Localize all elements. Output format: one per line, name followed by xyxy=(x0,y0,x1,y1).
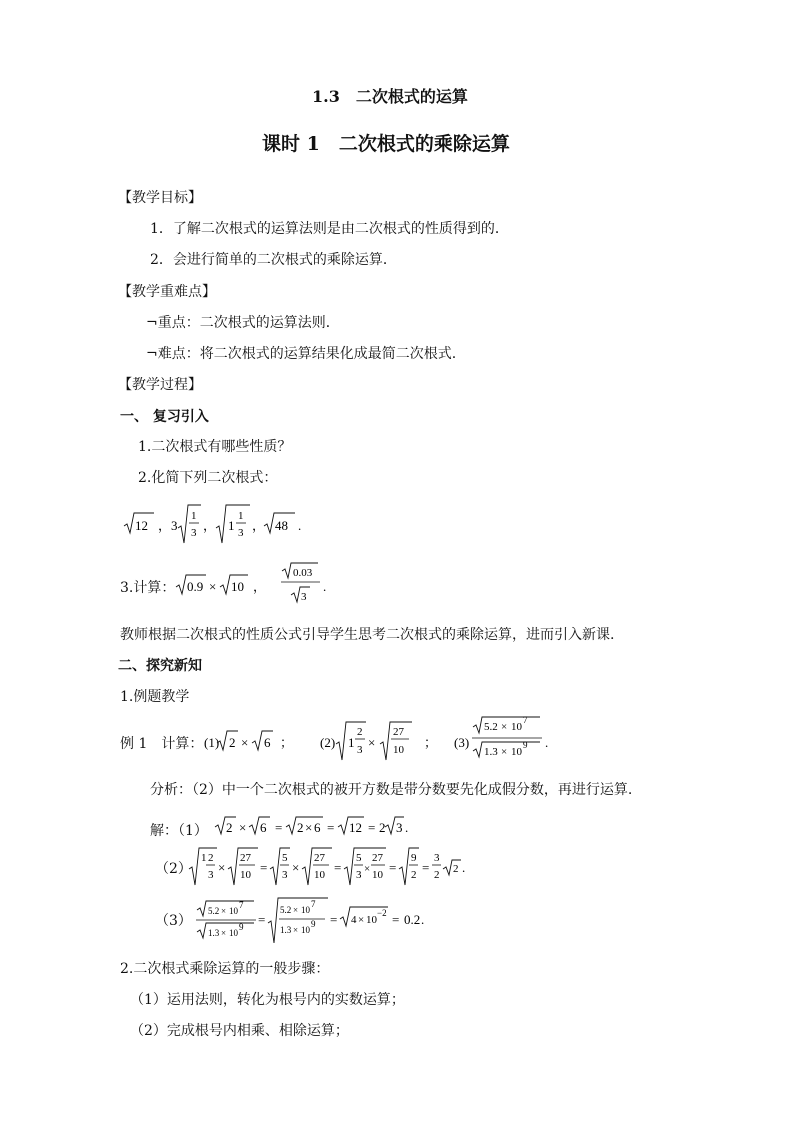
denominator-10: 10 xyxy=(240,869,251,881)
step-2: （2）完成根号内相乘、相除运算； xyxy=(130,1023,349,1039)
radicand-5-2: 5.2 xyxy=(280,905,292,915)
solution-1-formula xyxy=(212,813,412,843)
keypoint-difficult: ¬难点：将二次根式的运算结果化成最简二次根式. xyxy=(146,346,457,362)
denominator-3: 3 xyxy=(356,869,362,881)
radicand-4: 4 xyxy=(351,914,357,926)
numerator-9: 9 xyxy=(411,852,417,864)
solution-3-formula xyxy=(194,895,444,947)
numerator-27: 27 xyxy=(240,852,251,864)
exponent-9: 9 xyxy=(523,740,528,750)
base-10: 10 xyxy=(301,925,310,935)
equals-sign: = xyxy=(327,820,335,835)
lesson-title: 课时 1 二次根式的乘除运算 xyxy=(262,133,510,155)
numerator-5: 5 xyxy=(356,852,362,864)
period: . xyxy=(421,912,425,927)
denominator-3: 3 xyxy=(238,527,244,539)
radicand-1-3: 1.3 xyxy=(280,925,292,935)
equals-sign: = xyxy=(258,912,266,927)
times-sign: × xyxy=(221,906,227,916)
equals-sign: = xyxy=(422,860,430,875)
times-sign: × xyxy=(209,579,217,594)
part2-heading: 二、探究新知 xyxy=(118,658,202,674)
keypoint-key: ¬重点：二次根式的运算法则． xyxy=(146,315,340,331)
times-sign: × xyxy=(358,914,365,926)
denominator-3: 3 xyxy=(357,744,363,756)
whole-1: 1 xyxy=(348,735,355,750)
numerator-27: 27 xyxy=(314,852,325,864)
base-10: 10 xyxy=(366,914,377,926)
section-title: 1.3 二次根式的运算 xyxy=(312,87,468,106)
step-1: （1）运用法则，转化为根号内的实数运算； xyxy=(130,992,405,1008)
times-sign: × xyxy=(293,925,299,935)
keypoints-heading: 【教学重难点】 xyxy=(118,284,216,300)
numerator-27: 27 xyxy=(372,852,383,864)
times-sign: × xyxy=(292,860,300,875)
solution-label: 解：（1） xyxy=(150,823,208,839)
comma: ， xyxy=(203,518,217,533)
exponent-neg2: −2 xyxy=(377,908,387,918)
exponent-7: 7 xyxy=(239,900,244,910)
exponent-7: 7 xyxy=(523,715,528,725)
part-2-label: (2) xyxy=(320,735,336,750)
times-sign: × xyxy=(368,735,376,750)
example1-formula xyxy=(200,710,560,770)
denominator-3: 3 xyxy=(191,527,197,539)
equals-sign: = xyxy=(330,912,338,927)
radicand-48: 48 xyxy=(275,518,288,533)
radicand-2: 2 xyxy=(297,820,304,835)
radicand-1-3: 1.3 xyxy=(208,928,220,938)
exponent-9: 9 xyxy=(239,922,244,932)
part-1-label: (1) xyxy=(204,735,220,750)
times-sign: × xyxy=(239,820,247,835)
separator: ； xyxy=(280,735,294,750)
radicand-6: 6 xyxy=(314,820,321,835)
part1-heading: 一、 复习引入 xyxy=(120,409,209,425)
times-sign: × xyxy=(364,863,371,875)
period: . xyxy=(462,860,466,875)
solution-2-formula xyxy=(186,843,466,889)
exponent-9: 9 xyxy=(311,919,316,929)
radicand-12: 12 xyxy=(349,820,362,835)
radicand-5-2: 5.2 xyxy=(208,906,220,916)
solution-2-label: （2） xyxy=(155,861,192,877)
equals-sign: = xyxy=(392,912,400,927)
teacher-note: 教师根据二次根式的性质公式引导学生思考二次根式的乘除运算，进而引入新课. xyxy=(120,627,615,643)
denominator-10: 10 xyxy=(372,869,383,881)
review-question-1: 1.二次根式有哪些性质？ xyxy=(138,439,292,455)
equals-sign: = xyxy=(389,860,397,875)
denominator-10: 10 xyxy=(393,744,404,756)
solution-1 xyxy=(212,813,412,847)
example1-label: 例 1 计算： xyxy=(120,736,204,752)
period: . xyxy=(323,579,327,594)
base-10: 10 xyxy=(301,905,310,915)
objective-item-2: 2．会进行简单的二次根式的乘除运算． xyxy=(150,252,397,268)
steps-heading: 2.二次根式乘除运算的一般步骤： xyxy=(120,961,330,977)
radicand-2: 2 xyxy=(226,820,233,835)
radicand-1-3: 1.3 xyxy=(484,746,498,758)
exponent-7: 7 xyxy=(311,899,316,909)
denominator-3: 3 xyxy=(282,869,288,881)
separator: ； xyxy=(424,735,438,750)
times-sign: × xyxy=(218,860,226,875)
comma: ， xyxy=(252,518,266,533)
period: . xyxy=(405,820,409,835)
numerator-2: 2 xyxy=(357,726,363,738)
comma: ， xyxy=(158,518,172,533)
radicand-12: 12 xyxy=(135,518,148,533)
example-heading: 1.例题教学 xyxy=(120,689,190,705)
times-sign: × xyxy=(305,820,313,835)
numerator-5: 5 xyxy=(282,852,288,864)
numerator-2: 2 xyxy=(208,852,214,864)
coefficient-3: 3 xyxy=(171,518,178,533)
base-10: 10 xyxy=(511,721,522,733)
process-heading: 【教学过程】 xyxy=(118,377,202,393)
solution-3-label: （3） xyxy=(155,913,192,929)
equals-sign: = xyxy=(368,820,376,835)
example1-expressions xyxy=(200,710,560,774)
radicand-6: 6 xyxy=(260,820,267,835)
radicand-6: 6 xyxy=(264,735,271,750)
compute-formula xyxy=(172,562,342,612)
denominator-10: 10 xyxy=(314,869,325,881)
radicand-3: 3 xyxy=(301,591,307,603)
result-0-2: 0.2 xyxy=(404,912,421,927)
radicand-2: 2 xyxy=(229,735,236,750)
numerator-27: 27 xyxy=(393,726,404,738)
period: . xyxy=(298,518,302,533)
times-sign: × xyxy=(221,928,227,938)
times-sign: × xyxy=(293,905,299,915)
denominator-2: 2 xyxy=(411,869,417,881)
numerator-3: 3 xyxy=(434,852,440,864)
whole-1: 1 xyxy=(228,518,235,533)
review-question-2: 2.化简下列二次根式： xyxy=(138,470,278,486)
base-10: 10 xyxy=(229,906,238,916)
compute-expressions xyxy=(172,562,342,616)
part-3-label: (3) xyxy=(454,735,470,750)
equals-sign: = xyxy=(260,860,268,875)
solution-2 xyxy=(186,843,466,893)
times-sign: × xyxy=(501,746,508,758)
coefficient-2: 2 xyxy=(379,820,386,835)
times-sign: × xyxy=(241,735,249,750)
denominator-3: 3 xyxy=(208,869,214,881)
objectives-heading: 【教学目标】 xyxy=(118,190,202,206)
denominator-2: 2 xyxy=(434,869,440,881)
period: . xyxy=(545,735,549,750)
numerator-1: 1 xyxy=(238,510,244,522)
numerator-1: 1 xyxy=(191,510,197,522)
comma: ， xyxy=(253,579,267,594)
equals-sign: = xyxy=(334,860,342,875)
base-10: 10 xyxy=(229,928,238,938)
equals-sign: = xyxy=(275,820,283,835)
radicand-10: 10 xyxy=(231,579,244,594)
analysis-text: 分析：（2）中一个二次根式的被开方数是带分数要先化成假分数，再进行运算. xyxy=(150,782,633,798)
radicand-2: 2 xyxy=(453,863,459,875)
review-question-3-label: 3.计算： xyxy=(120,580,176,596)
base-10: 10 xyxy=(511,746,522,758)
simplify-expressions xyxy=(118,500,318,556)
simplify-formula xyxy=(118,500,318,552)
radicand-0-9: 0.9 xyxy=(187,579,204,594)
radicand-3: 3 xyxy=(396,820,403,835)
solution-3 xyxy=(194,895,444,951)
whole-1: 1 xyxy=(201,852,207,864)
times-sign: × xyxy=(501,721,508,733)
objective-item-1: 1．了解二次根式的运算法则是由二次根式的性质得到的． xyxy=(150,221,509,237)
radicand-5-2: 5.2 xyxy=(484,721,498,733)
radical-sign xyxy=(178,505,201,543)
radicand-0-03: 0.03 xyxy=(293,567,313,579)
